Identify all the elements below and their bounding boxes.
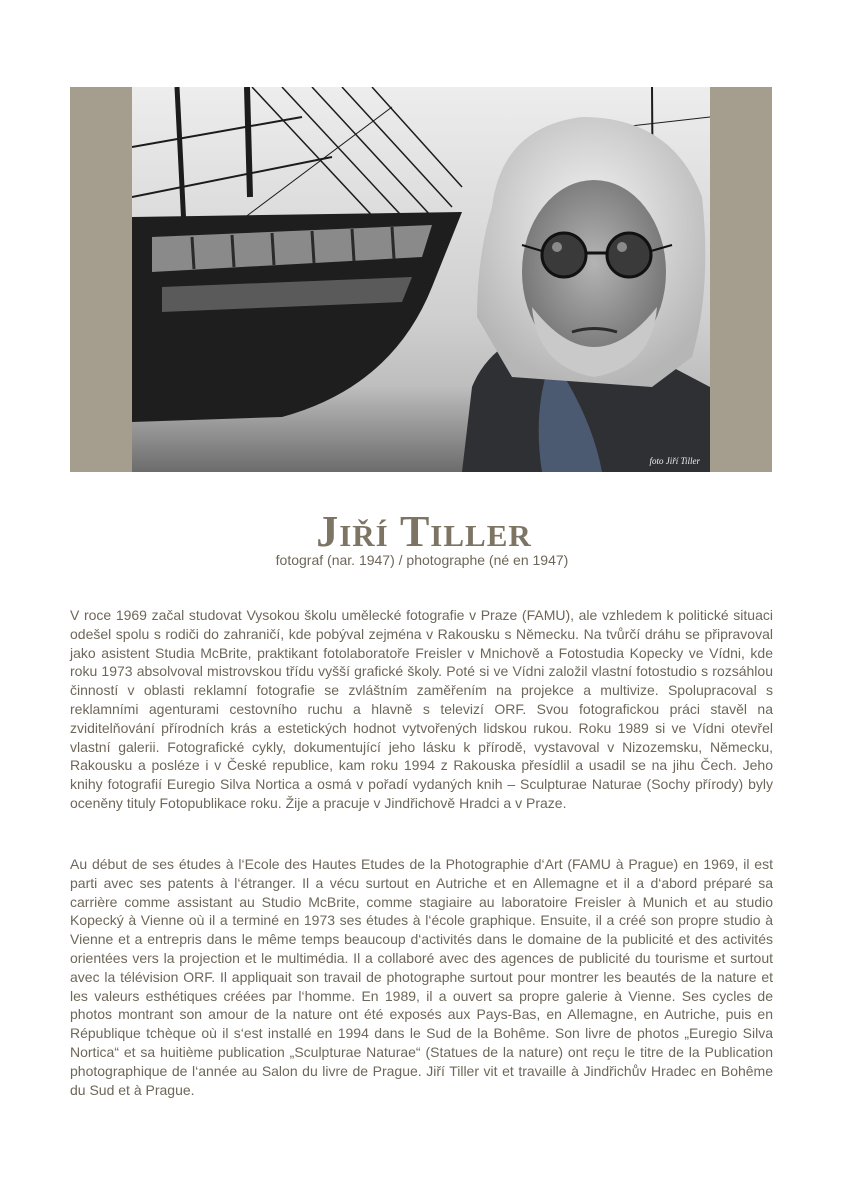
portrait-illustration	[132, 87, 710, 472]
portrait-photo	[132, 87, 710, 472]
page-subtitle: fotograf (nar. 1947) / photographe (né en 1947)	[275, 552, 569, 568]
biography-czech: V roce 1969 začal studovat Vysokou školu umělecké fotografie v Praze (FAMU), ale vzhledem k politické situaci odešel spolu s rodiči do zahraničí, kde pobýval zejména v Rakousku s Německu. Na tvůrčí dráhu se připravoval jako asistent Studia McBrite, praktikant fotolaboratoře Freisler v Mnichově a Fotostudia Kopecky ve Vídni, kde roku 1973 absolvoval mistrovskou třídu vyšší grafické školy. Poté si ve Vídni založil vlastní fotostudio s rozsáhlou činností v oblasti reklamní fotografie se zvláštním zaměřením na projekce a multivize. Spolupracoval s reklamními agenturami cestovního ruchu a hlavně s televizí ORF. Svou fotografickou práci stavěl na zviditelňování přírodních krás a estetických hodnot vytvořených lidskou rukou. Roku 1989 si ve Vídni otevřel vlastní galerii. Fotografické cykly, dokumentující jeho lásku k přírodě, vystavoval v Nizozemsku, Německu, Rakousku a posléze i v České republice, kam roku 1994 z Rakouska přesídlil a usadil se na jihu Čech. Jeho knihy fotografií Euregio Silva Nortica a osmá v pořadí vydaných knih – Sculpturae Naturae (Sochy přírody) byly oceněny tituly Fotopublikace roku. Žije a pracuje v Jindřichově Hradci a v Praze.	[70, 607, 773, 811]
header	[0, 508, 842, 569]
photo-credit: foto Jiří Tiller	[649, 456, 700, 466]
page-title: Jiří Tiller	[316, 507, 532, 556]
biography-french: Au début de ses études à l‘Ecole des Hautes Etudes de la Photographie d‘Art (FAMU à Prague) en 1969, il est parti avec ses patents à l‘étranger. Il a vécu surtout en Autriche et en Allemagne et il a d‘abord préparé sa carrière comme assistant au Studio McBrite, comme stagiaire au laboratoire Freisler à Munich et au studio Kopecký à Vienne où il a terminé en 1973 ses études à l‘école graphique. Ensuite, il a créé son propre studio à Vienne et a entrepris dans le même temps beaucoup d‘activités dans le domaine de la publicité et des activités orientées vers la projection et le multimédia. Il a collaboré avec des agences de publicité du tourisme et surtout avec la télévision ORF. Il appliquait son travail de photographe surtout pour montrer les beautés de la nature et les valeurs esthétiques créées par l‘homme. En 1989, il a ouvert sa propre galerie à Vienne. Ses cycles de photos montrant son amour de la nature ont été exposés aux Pays-Bas, en Allemagne, en Autriche, puis en République tchèque où il s‘est installé en 1994 dans le Sud de la Bohême. Son livre de photos „Euregio Silva Nortica“ et sa huitième publication „Sculpturae Naturae“ (Statues de la nature) ont reçu le titre de la Publication photographique de l‘année au Salon du livre de Prague. Jiří Tiller vit et travaille à Jindřichův Hradec en Bohême du Sud et à Prague.	[70, 856, 773, 1098]
photo-frame	[70, 87, 772, 472]
